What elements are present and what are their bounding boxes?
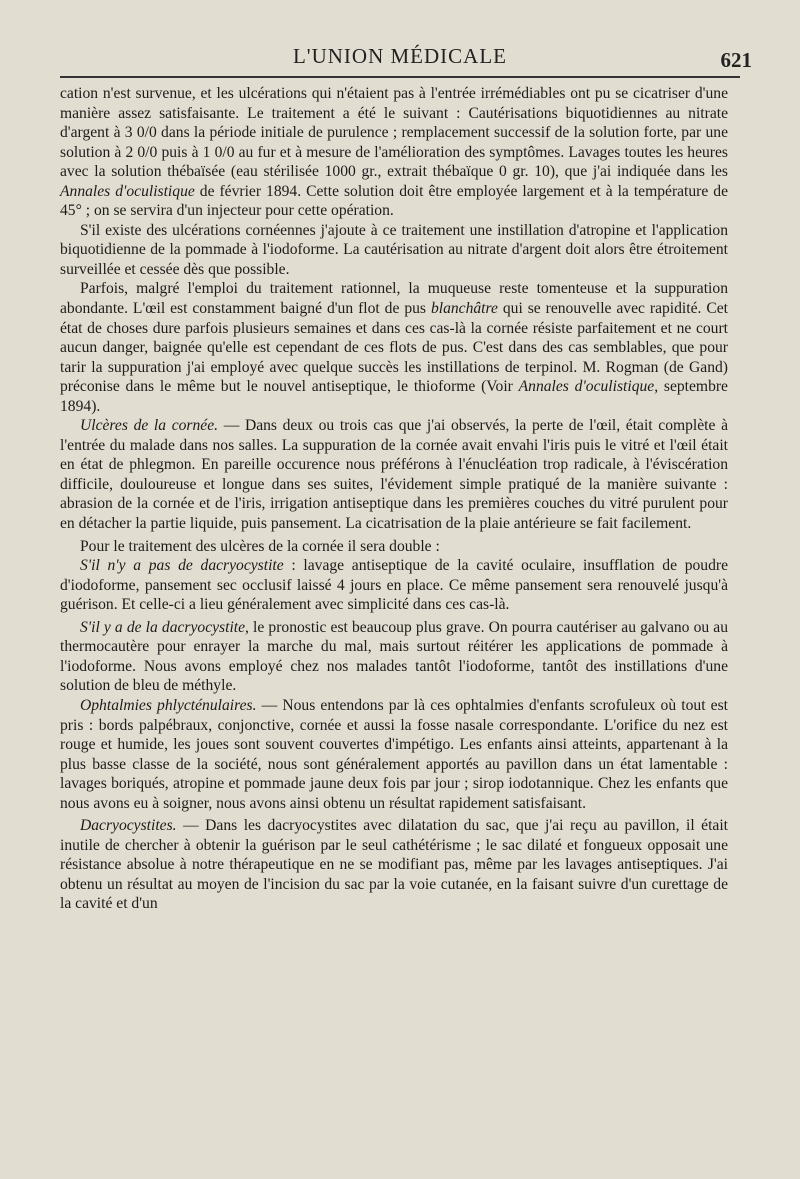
italic-text: Annales d'oculistique bbox=[60, 182, 195, 200]
italic-text: Annales d'oculistique bbox=[518, 378, 655, 396]
text-run: : lavage antiseptique de la cavité oculaire, insufflation de poudre d'iodoforme, pansement sec occlusif laissé 4 jours en place. Ce même pansement sera renouvelé jusqu'à guérison. Et celle-ci a lieu généralement avec simplicité dans ces cas-là. bbox=[60, 557, 728, 614]
page-header bbox=[60, 40, 752, 80]
italic-text: blanchâtre bbox=[430, 300, 498, 318]
paragraph bbox=[60, 556, 728, 615]
paragraph bbox=[60, 416, 728, 533]
italic-text: Dacryocystites. bbox=[80, 817, 177, 835]
text-run: Pour le traitement des ulcères de la cornée il sera double : bbox=[80, 537, 440, 555]
italic-text: Ulcères de la cornée. bbox=[80, 417, 219, 435]
italic-text: S'il y a de la dacryocystite bbox=[80, 618, 246, 636]
text-run: , le pronostic est beaucoup plus grave. On pourra cautériser au galvano ou au thermocautère pour enrayer la marche du mal, mais surtout réitérer les applications de pommade à l'iodoforme. Nous avons employé chez nos malades tantôt l'iodoforme, tantôt des instillations d'une solution de bleu de méthyle. bbox=[60, 618, 728, 695]
italic-text: S'il n'y a pas de dacryocystite bbox=[80, 557, 284, 575]
italic-text: Ophtalmies phlycténulaires. bbox=[80, 696, 257, 714]
paragraph bbox=[60, 221, 728, 280]
text-run: qui se renouvelle avec rapidité. Cet état de choses dure parfois plusieurs semaines et dans ces cas-là la cornée résiste parfaitement et ne court aucun danger, baignée qu'elle est cependant de ces flots de pus. C'est dans des cas semblables, que pour tarir la suppuration j'ai employé avec quelque succès les instillations de terpinol. M. Rogman (de Gand) préconise dans le même but le nouvel antiseptique, le thioforme (Voir bbox=[60, 300, 728, 396]
running-title: L'UNION MÉDICALE bbox=[292, 44, 507, 68]
text-run: — Dans les dacryocystites avec dilatation du sac, que j'ai reçu au pavillon, il était inutile de chercher à obtenir la guérison par le seul cathétérisme ; le sac dilaté et fongueux opposait une résistance absolue à notre thérapeutique en ne se modifiant pas, même par les lavages antiseptiques. J'ai obtenu un résultat au moyen de l'incision du sac par la voie cutanée, en la faisant suivre d'un curettage de la cavité et d'un bbox=[60, 817, 728, 913]
text-run: — Dans deux ou trois cas que j'ai observés, la perte de l'œil, était complète à l'entrée du malade dans nos salles. La suppuration de la cornée avait envahi l'iris puis le vitré et l'œil était en état de phlegmon. En pareille occurence nous préférons à l'énucléation trop radicale, à l'éviscération difficile, douloureuse et longue dans ses suites, l'évidement simple pratiqué de la manière suivante : abrasion de la cornée et de l'iris, irrigation antiseptique dans les premières couches du vitré purulent pour en détacher la partie liquide, puis pansement. La cicatrisation de la plaie antérieure se fait facilement. bbox=[60, 417, 728, 533]
paragraph bbox=[60, 618, 728, 696]
paragraph bbox=[60, 279, 728, 416]
page-number: 621 bbox=[720, 48, 752, 72]
text-run: , septembre 1894). bbox=[60, 378, 728, 415]
paragraph bbox=[60, 816, 728, 914]
body-text bbox=[60, 84, 728, 914]
text-run: Parfois, malgré l'emploi du traitement rationnel, la muqueuse reste tomenteuse et la suppuration abondante. L'œil est constamment baigné d'un flot de pus bbox=[60, 280, 728, 318]
text-run: S'il existe des ulcérations cornéennes j'ajoute à ce traitement une instillation d'atropine et l'application biquotidienne de la pommade à l'iodoforme. La cautérisation au nitrate d'argent doit alors être étroitement surveillée et cessée dès que possible. bbox=[60, 221, 728, 278]
paragraph bbox=[60, 84, 728, 221]
text-run: cation n'est survenue, et les ulcérations qui n'étaient pas à l'entrée irrémédiables ont pu se cicatriser d'une manière assez satisfaisante. Le traitement a été le suivant : Cautérisations biquotidiennes au nitrate d'argent à 3 0/0 dans la période initiale de purulence ; remplacement successif de la solution forte, par une solution à 2 0/0 puis à 1 0/0 au fur et à mesure de l'amélioration des symptômes. Lavages toutes les heures avec la solution thébaïsée (eau stérilisée 1000 gr., extrait thébaïque 0 gr. 10), que j'ai indiquée dans les bbox=[60, 85, 728, 181]
header-rule bbox=[60, 76, 740, 78]
paragraph bbox=[60, 537, 728, 557]
paragraph bbox=[60, 696, 728, 813]
text-run: — Nous entendons par là ces ophtalmies d'enfants scrofuleux où tout est pris : bords palpébraux, conjonctive, cornée et aussi la fosse nasale correspondante. L'orifice du nez est rouge et humide, les joues sont souvent couvertes d'impétigo. Les enfants ainsi atteints, appartenant à la plus basse classe de la société, nous sont généralement apportés au pavillon dans un état lamentable : lavages boriqués, atropine et pommade jaune deux fois par jour ; sirop iodotannique. Chez les enfants que nous avons eu à soigner, nous avons ainsi obtenu un résultat rapidement satisfaisant. bbox=[60, 696, 728, 812]
text-run: de février 1894. Cette solution doit être employée largement et à la température de 45° ; on se servira d'un injecteur pour cette opération. bbox=[60, 182, 728, 220]
